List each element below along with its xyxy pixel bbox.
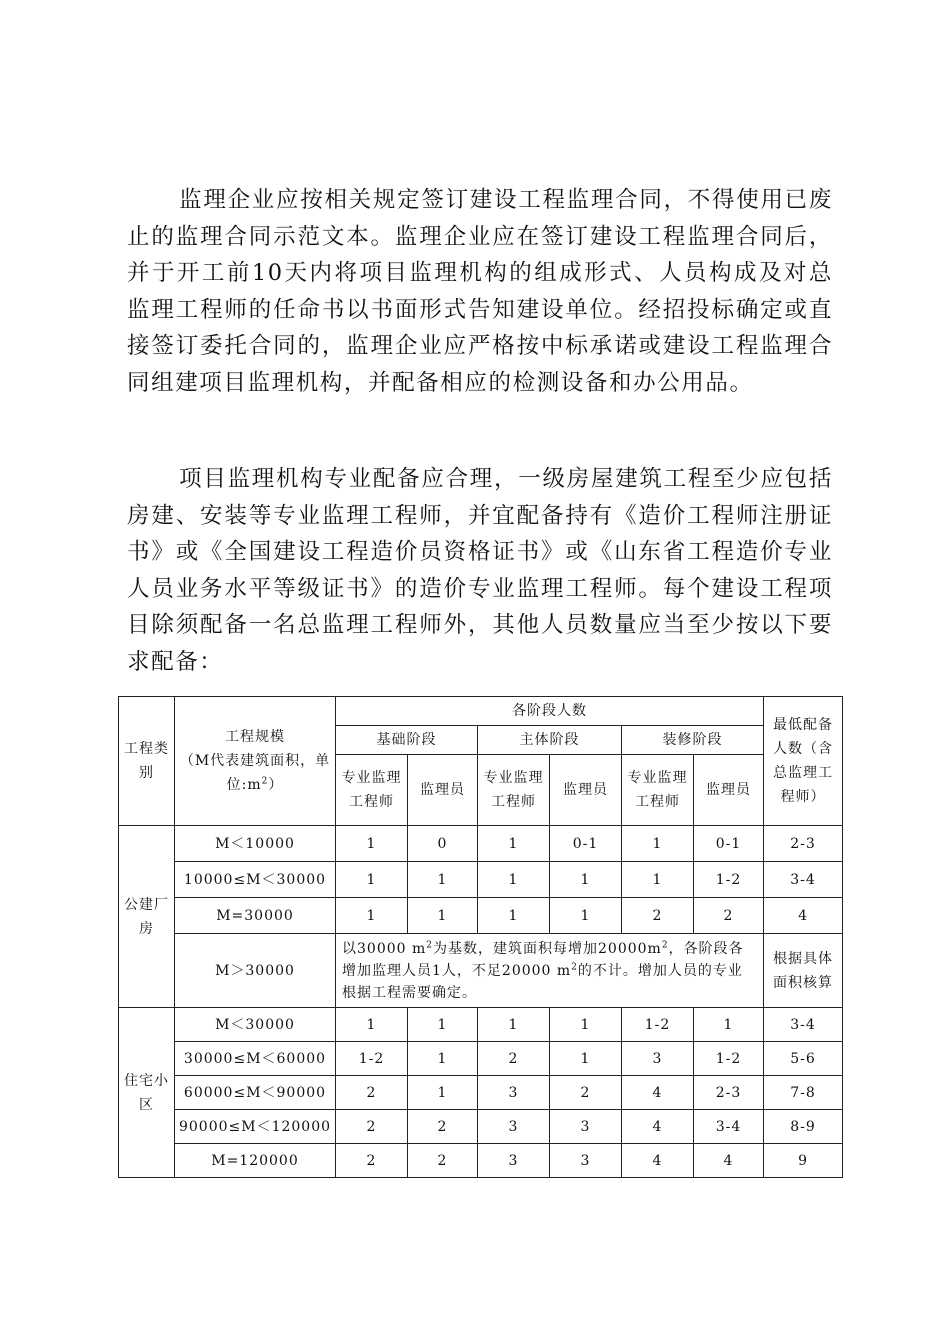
header-engineer: 专业监理工程师	[622, 755, 694, 826]
category-cell: 公建厂房	[119, 826, 175, 1008]
table-row	[119, 1042, 843, 1076]
table-row	[119, 898, 843, 934]
header-supervisor: 监理员	[694, 755, 764, 826]
header-engineer: 专业监理工程师	[478, 755, 550, 826]
header-engineer: 专业监理工程师	[336, 755, 408, 826]
value-cell: 1	[478, 826, 550, 862]
min-staff-cell: 4	[764, 898, 843, 934]
value-cell: 1	[408, 1076, 478, 1110]
paragraph-staffing-requirements	[127, 461, 833, 681]
value-cell: 4	[622, 1110, 694, 1144]
value-cell: 1	[622, 862, 694, 898]
min-staff-cell: 9	[764, 1144, 843, 1178]
header-supervisor: 监理员	[550, 755, 622, 826]
header-supervisor: 监理员	[408, 755, 478, 826]
value-cell: 1	[622, 826, 694, 862]
value-cell: 1	[408, 1042, 478, 1076]
table-row	[119, 1110, 843, 1144]
paragraph-contract-requirements	[127, 182, 833, 402]
value-cell: 4	[622, 1144, 694, 1178]
category-cell: 住宅小区	[119, 1008, 175, 1178]
value-cell: 0	[408, 826, 478, 862]
header-stage-foundation: 基础阶段	[336, 726, 478, 755]
value-cell: 2	[478, 1042, 550, 1076]
scale-cell: 10000≤M＜30000	[175, 862, 336, 898]
value-cell: 3	[550, 1110, 622, 1144]
paragraph-text: 项目监理机构专业配备应合理，一级房屋建筑工程至少应包括房建、安装等专业监理工程师，并宜配备持有《造价工程师注册证书》或《全国建设工程造价员资格证书》或《山东省工程造价专业人员业务水平等级证书》的造价专业监理工程师。每个建设工程项目除须配备一名总监理工程师外，其他人员数量应当至少按以下要求配备：	[127, 466, 833, 675]
scale-cell: 60000≤M＜90000	[175, 1076, 336, 1110]
value-cell: 1	[336, 862, 408, 898]
value-cell: 2	[408, 1144, 478, 1178]
scale-cell: M＞30000	[175, 934, 336, 1008]
scale-cell: 30000≤M＜60000	[175, 1042, 336, 1076]
scale-cell: M＜10000	[175, 826, 336, 862]
table-row	[119, 862, 843, 898]
min-staff-cell: 3-4	[764, 1008, 843, 1042]
value-cell: 1	[550, 898, 622, 934]
min-staff-cell: 7-8	[764, 1076, 843, 1110]
value-cell: 1-2	[622, 1008, 694, 1042]
value-cell: 1	[478, 862, 550, 898]
value-cell: 4	[694, 1144, 764, 1178]
value-cell: 3	[478, 1076, 550, 1110]
header-scale: 工程规模 （M代表建筑面积，单位$:m^2$）	[175, 697, 336, 826]
header-stage-people: 各阶段人数	[336, 697, 764, 726]
value-cell: 3	[622, 1042, 694, 1076]
value-cell: 1	[408, 1008, 478, 1042]
value-cell: 1-2	[694, 862, 764, 898]
scale-cell: M=30000	[175, 898, 336, 934]
value-cell: 1	[478, 898, 550, 934]
table-row	[119, 826, 843, 862]
scale-cell: M=120000	[175, 1144, 336, 1178]
header-stage-main: 主体阶段	[478, 726, 622, 755]
header-stage-decoration: 装修阶段	[622, 726, 764, 755]
value-cell: 1	[694, 1008, 764, 1042]
scale-cell: 90000≤M＜120000	[175, 1110, 336, 1144]
value-cell: 2	[550, 1076, 622, 1110]
table-row	[119, 1008, 843, 1042]
value-cell: 3	[478, 1110, 550, 1144]
value-cell: 0-1	[550, 826, 622, 862]
value-cell: 1	[408, 862, 478, 898]
min-staff-cell: 8-9	[764, 1110, 843, 1144]
value-cell: 1-2	[336, 1042, 408, 1076]
value-cell: 2-3	[694, 1076, 764, 1110]
value-cell: 2	[622, 898, 694, 934]
paragraph-text: 监理企业应按相关规定签订建设工程监理合同，不得使用已废止的监理合同示范文本。监理企业应在签订建设工程监理合同后，并于开工前10天内将项目监理机构的组成形式、人员构成及对总监理工程师的任命书以书面形式告知建设单位。经招投标确定或直接签订委托合同的，监理企业应严格按中标承诺或建设工程监理合同组建项目监理机构，并配备相应的检测设备和办公用品。	[127, 187, 833, 396]
value-cell: 2	[336, 1144, 408, 1178]
value-cell: 1-2	[694, 1042, 764, 1076]
value-cell: 4	[622, 1076, 694, 1110]
value-cell: 2	[694, 898, 764, 934]
value-cell: 1	[336, 1008, 408, 1042]
value-cell: 1	[336, 826, 408, 862]
value-cell: 3	[478, 1144, 550, 1178]
value-cell: 1	[336, 898, 408, 934]
value-cell: 2	[408, 1110, 478, 1144]
table-row	[119, 1144, 843, 1178]
min-staff-cell: 3-4	[764, 862, 843, 898]
note-cell: 以30000 $m^2$为基数，建筑面积每增加$20000m^2$，各阶段各增加监理人员1人，不足20000 $m^2$的不计。增加人员的专业根据工程需要确定。	[336, 934, 764, 1008]
value-cell: 3-4	[694, 1110, 764, 1144]
value-cell: 2	[336, 1076, 408, 1110]
value-cell: 0-1	[694, 826, 764, 862]
scale-cell: M＜30000	[175, 1008, 336, 1042]
value-cell: 1	[478, 1008, 550, 1042]
staffing-table	[118, 696, 843, 1178]
min-staff-cell: 2-3	[764, 826, 843, 862]
min-staff-cell: 根据具体面积核算	[764, 934, 843, 1008]
value-cell: 1	[550, 1008, 622, 1042]
header-category: 工程类别	[119, 697, 175, 826]
value-cell: 2	[336, 1110, 408, 1144]
min-staff-cell: 5-6	[764, 1042, 843, 1076]
table-row	[119, 1076, 843, 1110]
header-min-staff: 最低配备人数（含总监理工程师）	[764, 697, 843, 826]
value-cell: 1	[550, 1042, 622, 1076]
value-cell: 1	[408, 898, 478, 934]
table-row	[119, 934, 843, 1008]
value-cell: 1	[550, 862, 622, 898]
value-cell: 3	[550, 1144, 622, 1178]
